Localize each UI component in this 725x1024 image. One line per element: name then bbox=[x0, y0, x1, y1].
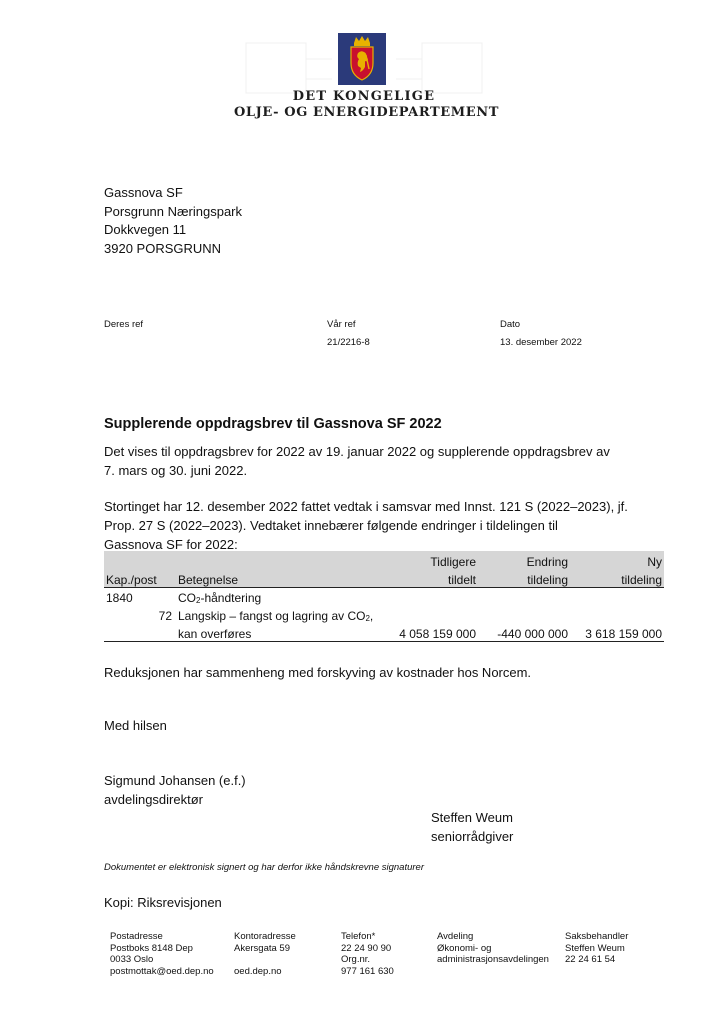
footer-label: Avdeling bbox=[437, 931, 474, 942]
footer-label: Postadresse bbox=[110, 931, 163, 942]
header-ny-1: Ny bbox=[647, 555, 662, 569]
table-row bbox=[104, 587, 664, 605]
footer-value: 22 24 90 90 bbox=[341, 942, 392, 954]
signer-2-title: seniorrådgiver bbox=[431, 828, 514, 844]
signer-2 bbox=[431, 809, 513, 846]
paragraph-vedtak bbox=[104, 497, 664, 554]
footer-value: Akersgata 59 bbox=[234, 942, 290, 954]
signer-2-name: Steffen Weum bbox=[431, 810, 513, 825]
cell-betegnelse: kan overføres bbox=[174, 623, 384, 641]
cell-kap: 1840 bbox=[106, 591, 133, 605]
paragraph-intro-line2: 7. mars og 30. juni 2022. bbox=[104, 463, 248, 478]
paragraph-reduksjon: Reduksjonen har sammenheng med forskyving av kostnader hos Norcem. bbox=[104, 665, 532, 680]
recipient-street2: Dokkvegen 11 bbox=[104, 222, 187, 237]
signer-1-name: Sigmund Johansen (e.f.) bbox=[104, 773, 246, 788]
footer-value: Steffen Weum bbox=[565, 942, 625, 954]
cell-betegnelse: Langskip – fangst og lagring av $CO_2$, bbox=[178, 609, 374, 623]
footer-website: oed.dep.no bbox=[234, 965, 282, 977]
header-ny-2: tildeling bbox=[621, 572, 662, 587]
recipient-street1: Porsgrunn Næringspark bbox=[104, 203, 243, 219]
electronic-signature-note: Dokumentet er elektronisk signert og har derfor ikke håndskrevne signaturer bbox=[104, 862, 424, 873]
footer-value: 0033 Oslo bbox=[110, 954, 154, 965]
var-ref-label: Vår ref bbox=[327, 319, 356, 330]
table-header bbox=[104, 551, 664, 587]
paragraph-vedtak-line1: Stortinget har 12. desember 2022 fattet vedtak i samsvar med Innst. 121 S (2022–2023), jf. bbox=[104, 499, 628, 514]
footer-label: Telefon* bbox=[341, 931, 376, 942]
footer-value: Økonomi- og bbox=[437, 942, 492, 954]
greeting: Med hilsen bbox=[104, 718, 167, 733]
var-ref-value: 21/2216-8 bbox=[327, 337, 370, 348]
cell-ny: 3 618 159 000 bbox=[570, 623, 664, 641]
cell-post: 72 bbox=[158, 609, 172, 623]
dato-label: Dato bbox=[500, 319, 521, 330]
kopi-line: Kopi: Riksrevisjonen bbox=[104, 895, 222, 910]
footer-email: postmottak@oed.dep.no bbox=[110, 965, 214, 977]
deres-ref-label: Deres ref bbox=[104, 319, 144, 330]
footer-label: Org.nr. bbox=[341, 954, 371, 965]
paragraph-intro-line1: Det vises til oppdragsbrev for 2022 av 19. januar 2022 og supplerende oppdragsbrev av bbox=[104, 444, 610, 459]
paragraph-intro bbox=[104, 442, 664, 480]
recipient-name: Gassnova SF bbox=[104, 185, 183, 200]
recipient-address bbox=[104, 184, 242, 258]
header-endring-2: tildeling bbox=[527, 572, 568, 587]
footer-value: Postboks 8148 Dep bbox=[110, 942, 193, 954]
header-endring-1: Endring bbox=[526, 555, 568, 569]
paragraph-vedtak-line3: Gassnova SF for 2022: bbox=[104, 537, 238, 552]
header-kap-post: Kap./post bbox=[106, 572, 157, 587]
letterhead-line1: DET KONGELIGE bbox=[292, 89, 436, 104]
letter-title: Supplerende oppdragsbrev til Gassnova SF 2022 bbox=[104, 416, 442, 432]
footer-value: 22 24 61 54 bbox=[565, 954, 616, 965]
letterhead-logo bbox=[234, 33, 500, 123]
footer-postadresse bbox=[110, 931, 214, 977]
norwegian-coat-of-arms-icon bbox=[338, 33, 386, 85]
signer-1-title: avdelingsdirektør bbox=[104, 791, 203, 807]
footer-kontoradresse bbox=[234, 931, 296, 977]
recipient-postal: 3920 PORSGRUNN bbox=[104, 240, 222, 256]
cell-endring: -440 000 000 bbox=[478, 623, 570, 641]
header-tidligere-2: tildelt bbox=[447, 572, 476, 587]
footer-saksbehandler bbox=[565, 931, 628, 966]
cell-betegnelse: $CO_2$-håndtering bbox=[178, 591, 262, 605]
footer-label: Saksbehandler bbox=[565, 931, 629, 942]
footer-value: 977 161 630 bbox=[341, 965, 394, 977]
header-betegnelse: Betegnelse bbox=[178, 572, 239, 587]
footer-label: Kontoradresse bbox=[234, 931, 296, 942]
table-row bbox=[104, 605, 664, 623]
footer-avdeling bbox=[437, 931, 549, 966]
footer-value bbox=[234, 954, 296, 966]
signer-1 bbox=[104, 772, 246, 809]
letterhead-line2: OLJE- OG ENERGIDEPARTEMENT bbox=[234, 105, 500, 120]
header-tidligere-1: Tidligere bbox=[430, 555, 476, 569]
footer-telefon bbox=[341, 931, 394, 977]
paragraph-vedtak-line2: Prop. 27 S (2022–2023). Vedtaket innebærer følgende endringer i tildelingen til bbox=[104, 518, 558, 533]
dato-value: 13. desember 2022 bbox=[500, 337, 582, 348]
table-row bbox=[104, 623, 664, 641]
allocation-table bbox=[104, 551, 664, 642]
cell-tidligere: 4 058 159 000 bbox=[384, 623, 478, 641]
footer-value: administrasjonsavdelingen bbox=[437, 954, 549, 965]
